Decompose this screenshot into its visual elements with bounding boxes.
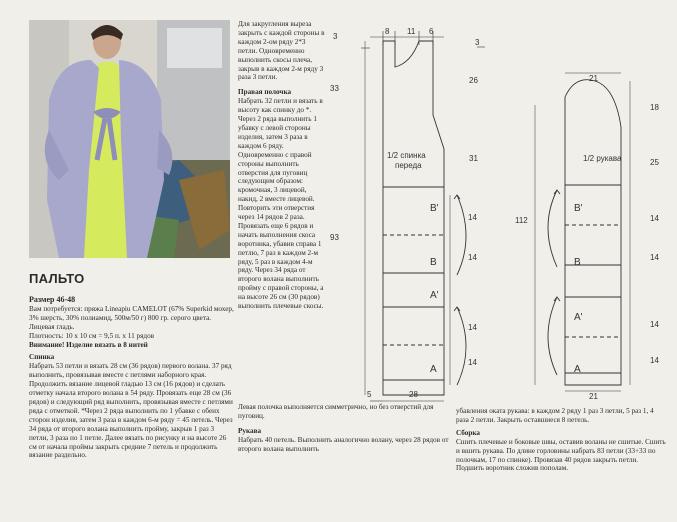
front-pattern-diagram <box>361 31 466 401</box>
sleeve-dim-bottom: 21 <box>589 392 598 401</box>
middle-column-bottom <box>238 403 453 454</box>
front-outline <box>383 41 444 395</box>
sleeve-cap-text: убавления оката рукава: в каждом 2 ряду 1 раз 3 петли, 5 раз 1, 4 раза 2 петли. Закрыть оставшиеся 8 петель. <box>456 407 654 424</box>
sleeve-dim-right-5: 14 <box>650 320 659 329</box>
sleeve-heading: Рукава <box>238 426 262 435</box>
back-heading: Спинка <box>29 353 55 362</box>
sleeve-text: Набрать 40 петель. Выполнить аналогично волану, через 28 рядов от второго волана выполнить <box>238 435 449 453</box>
sleeve-section-a-prime: A' <box>574 312 583 323</box>
front-dim-right-2: 14 <box>468 253 477 262</box>
front-dim-right-4: 14 <box>468 358 477 367</box>
assembly-text: Сшить плечевые и боковые швы, оставив воланы не сшитые. Сшить и вшить рукава. По длине горловины набрать 83 петли (33+33 по полочкам, 17 по спинке). Провязав 40 рядов закрыть петли. Подшить воротник сложив пополам. <box>456 437 666 473</box>
front-section-a: A <box>430 364 437 375</box>
front-dim-top-3: 6 <box>429 27 434 36</box>
stitch: Лицевая гладь. <box>29 322 75 331</box>
front-section-a-prime: A' <box>430 290 439 301</box>
front-dim-left-2: 33 <box>330 84 339 93</box>
sleeve-dim-left-3: 31 <box>469 154 478 163</box>
sleeve-outline <box>565 80 621 385</box>
front-dim-top-1: 8 <box>385 27 390 36</box>
right-front-text: Набрать 32 петли и вязать в высоту как спинку до *. Через 2 ряда выполнить 1 убавку с левой стороны изделия, затем 3 раза в каждом 6 ряду. Одновременно с правой стороны выполнить отверстия для пуговиц следующим образом: кромочная, 3 лицевой, накид, 2 вместе лицевой. Повторить эти отверстия через 14 рядов 2 раза. Провязать еще 6 рядов и начать выполнения скоса воротника, убавив справа 1 петлю, 7 раз в каждом 2-м ряду, 5 раз в каждом 4-м ряду. Через 34 ряда от второго волана выполнить пройму с правой стороны, а на высоте 26 см (30 рядов) выполнить плечевые скосы. <box>238 97 324 311</box>
sleeve-fold-arrow-b <box>548 190 557 267</box>
front-dim-left-top: 3 <box>333 32 338 41</box>
sleeve-dim-top: 21 <box>589 74 598 83</box>
left-column-text <box>29 296 234 460</box>
front-section-b-prime: B' <box>430 203 439 214</box>
model-photo <box>29 20 230 258</box>
assembly-heading: Сборка <box>456 428 480 437</box>
front-dim-right-1: 14 <box>468 213 477 222</box>
materials: Вам потребуется: пряжа Lineapiu CAMELOT (67% Superkid мохер, 3% шерсть, 30% полиамид, 500м/50 г) 800 гр. серого цвета. <box>29 304 234 322</box>
sleeve-section-b-prime: B' <box>574 203 583 214</box>
right-column-text <box>456 407 666 473</box>
coat-photo-illustration <box>29 20 230 258</box>
front-dim-right-3: 14 <box>468 323 477 332</box>
page-title: ПАЛЬТО <box>29 271 85 286</box>
sleeve-dim-left-4: 112 <box>515 216 528 225</box>
front-label-1: 1/2 спинка <box>387 151 426 160</box>
middle-column-text <box>238 20 326 311</box>
sleeve-dim-right-2: 25 <box>650 158 659 167</box>
back-text: Набрать 53 петли и вязать 28 см (36 рядов) первого волана. 37 ряд выполнить, провязывая вместе с петлями наборного края. Продолжить вязание лицевой гладью 13 см (16 рядов) и сделать отметку начала второго волана в 54 ряду. Провязать еще 28 см (36 рядов) и следующий ряд выполнить, провязывая вместе с петлями ряда с отметкой. *Через 2 ряда выполнить по 1 убавке с обеих сторон изделия, затем 3 раза в каждом 6-м ряду = 45 петель. Через 34 ряда от второго волана выполнить пройму, закрыв 1 раз 3 петли, 3 раза по 1 петле. Далее вязать по рисунку и на высоте 26 см от начала проймы закрыть средние 7 петель и продолжить вязание раздельно. <box>29 362 233 460</box>
note: Внимание! Изделие вязать в 8 нитей <box>29 340 148 349</box>
sleeve-pattern-diagram <box>477 47 630 391</box>
sleeve-fold-arrow-a <box>548 297 557 375</box>
fold-arrow-a <box>457 307 466 385</box>
left-front-text: Левая полочка выполняется симметрично, но без отверстий для пуговиц. <box>238 403 434 420</box>
front-dim-bottom-2: 28 <box>409 390 418 399</box>
sleeve-dim-left-top: 3 <box>475 38 480 47</box>
sleeve-dim-left-2: 26 <box>469 76 478 85</box>
front-dim-top-2: 11 <box>407 27 416 36</box>
front-dim-bottom-1: 5 <box>367 390 372 399</box>
front-dim-left-3: 93 <box>330 233 339 242</box>
size-line: Размер 46-48 <box>29 295 76 304</box>
sleeve-dim-right-6: 14 <box>650 356 659 365</box>
neckline-text: Для закругления выреза закрыть с каждой стороны в каждом 2-ом ряду 2*3 петли. Одновременно выполнить скосы плеча, закрыв в каждом 2-м ряду 3 раза 3 петли. <box>238 20 325 82</box>
front-label-2: переда <box>395 161 422 170</box>
right-front-heading: Правая полочка <box>238 88 292 97</box>
sleeve-dim-right-1: 18 <box>650 103 659 112</box>
gauge: Плотность: 10 х 10 см = 9,5 п. х 11 рядов <box>29 331 155 340</box>
fold-arrow-b <box>457 195 466 275</box>
front-section-b: B <box>430 257 437 268</box>
sleeve-section-a: A <box>574 364 581 375</box>
sleeve-dim-right-4: 14 <box>650 253 659 262</box>
sleeve-section-b: B <box>574 257 581 268</box>
sleeve-dim-right-3: 14 <box>650 214 659 223</box>
sleeve-label: 1/2 рукава <box>583 154 622 163</box>
pattern-diagrams <box>325 15 675 405</box>
